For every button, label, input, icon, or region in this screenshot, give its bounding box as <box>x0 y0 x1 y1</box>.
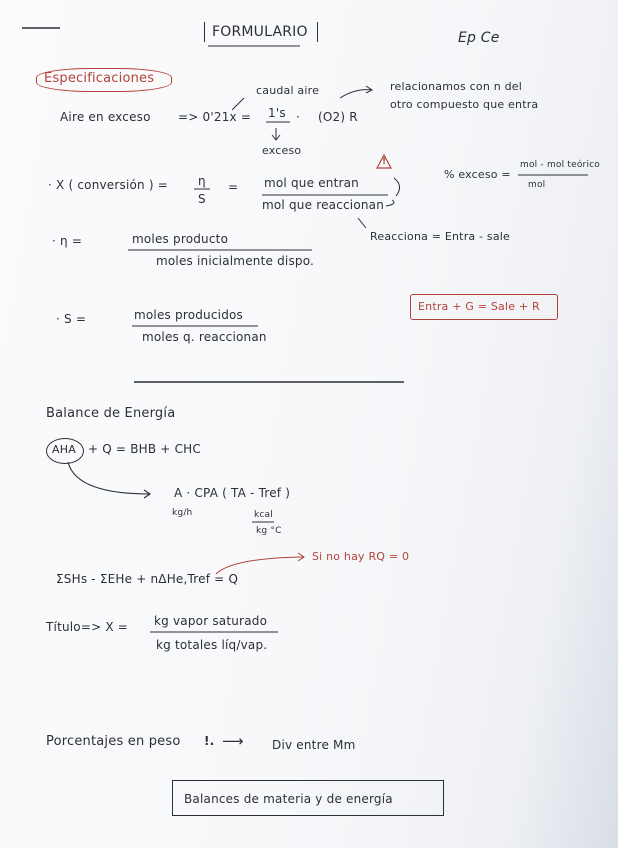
pct-exceso-label: % exceso = <box>444 168 511 181</box>
a-cp-expression: A · CPA ( TA - Tref ) <box>174 486 291 500</box>
pct-exceso-den: mol <box>528 180 546 190</box>
frac-1s: 1's <box>268 106 286 120</box>
warning-icon: ! <box>382 157 387 167</box>
titulo-den: kg totales líq/vap. <box>156 638 268 652</box>
relacion-line2: otro compuesto que entra <box>390 98 539 111</box>
unit-kg-c: kg °C <box>256 526 282 536</box>
energy-equation: + Q = BHB + CHC <box>88 442 201 456</box>
arrow-icon: ⟶ <box>222 732 244 750</box>
o2-r: (O2) R <box>318 110 358 124</box>
specs-heading: Especificaciones <box>44 71 155 86</box>
page-title: FORMULARIO <box>212 24 308 40</box>
conversion-den: mol que reaccionan <box>262 198 385 212</box>
exceso-note: exceso <box>262 144 302 157</box>
sum-equation: ΣSHs - ΣEHe + nΔHe,Tref = Q <box>56 572 239 586</box>
aire-equation: => 0'21x = <box>178 110 252 124</box>
selectivity-den: moles q. reaccionan <box>142 330 267 344</box>
conversion-num: mol que entran <box>264 176 359 190</box>
unit-kcal: kcal <box>254 510 273 520</box>
selectivity-label: · S = <box>56 312 87 326</box>
titulo-num: kg vapor saturado <box>154 614 268 628</box>
titulo-label: Título=> X = <box>46 620 129 634</box>
porcentajes-mark: !. <box>204 734 215 748</box>
dot: · <box>296 110 301 124</box>
conversion-label: · X ( conversión ) = <box>48 178 169 192</box>
div-entre-mm: Div entre Mm <box>272 738 356 752</box>
eta-den: moles inicialmente dispo. <box>156 254 315 268</box>
eta-label: · η = <box>52 234 83 248</box>
eta-s-num: η <box>198 174 206 188</box>
relacion-line1: relacionamos con n del <box>390 80 522 93</box>
circled-aha: AHA <box>52 443 76 456</box>
unit-kg-h: kg/h <box>172 508 193 518</box>
selectivity-num: moles producidos <box>134 308 244 322</box>
eta-num: moles producto <box>132 232 229 246</box>
porcentajes-text: Porcentajes en peso <box>46 734 181 749</box>
reacciona-note: Reacciona = Entra - sale <box>370 230 511 243</box>
aire-label: Aire en exceso <box>60 110 151 124</box>
author-initials: Ep Ce <box>458 30 500 46</box>
eta-s-den: S <box>198 192 206 206</box>
caudal-aire: caudal aire <box>256 84 320 97</box>
balance-box-text: Entra + G = Sale + R <box>418 300 540 313</box>
equals: = <box>228 180 239 194</box>
si-no-hay-note: Si no hay RQ = 0 <box>312 550 410 563</box>
footer-title: Balances de materia y de energía <box>184 792 393 806</box>
energy-heading: Balance de Energía <box>46 406 176 421</box>
pct-exceso-num: mol - mol teórico <box>520 160 601 170</box>
